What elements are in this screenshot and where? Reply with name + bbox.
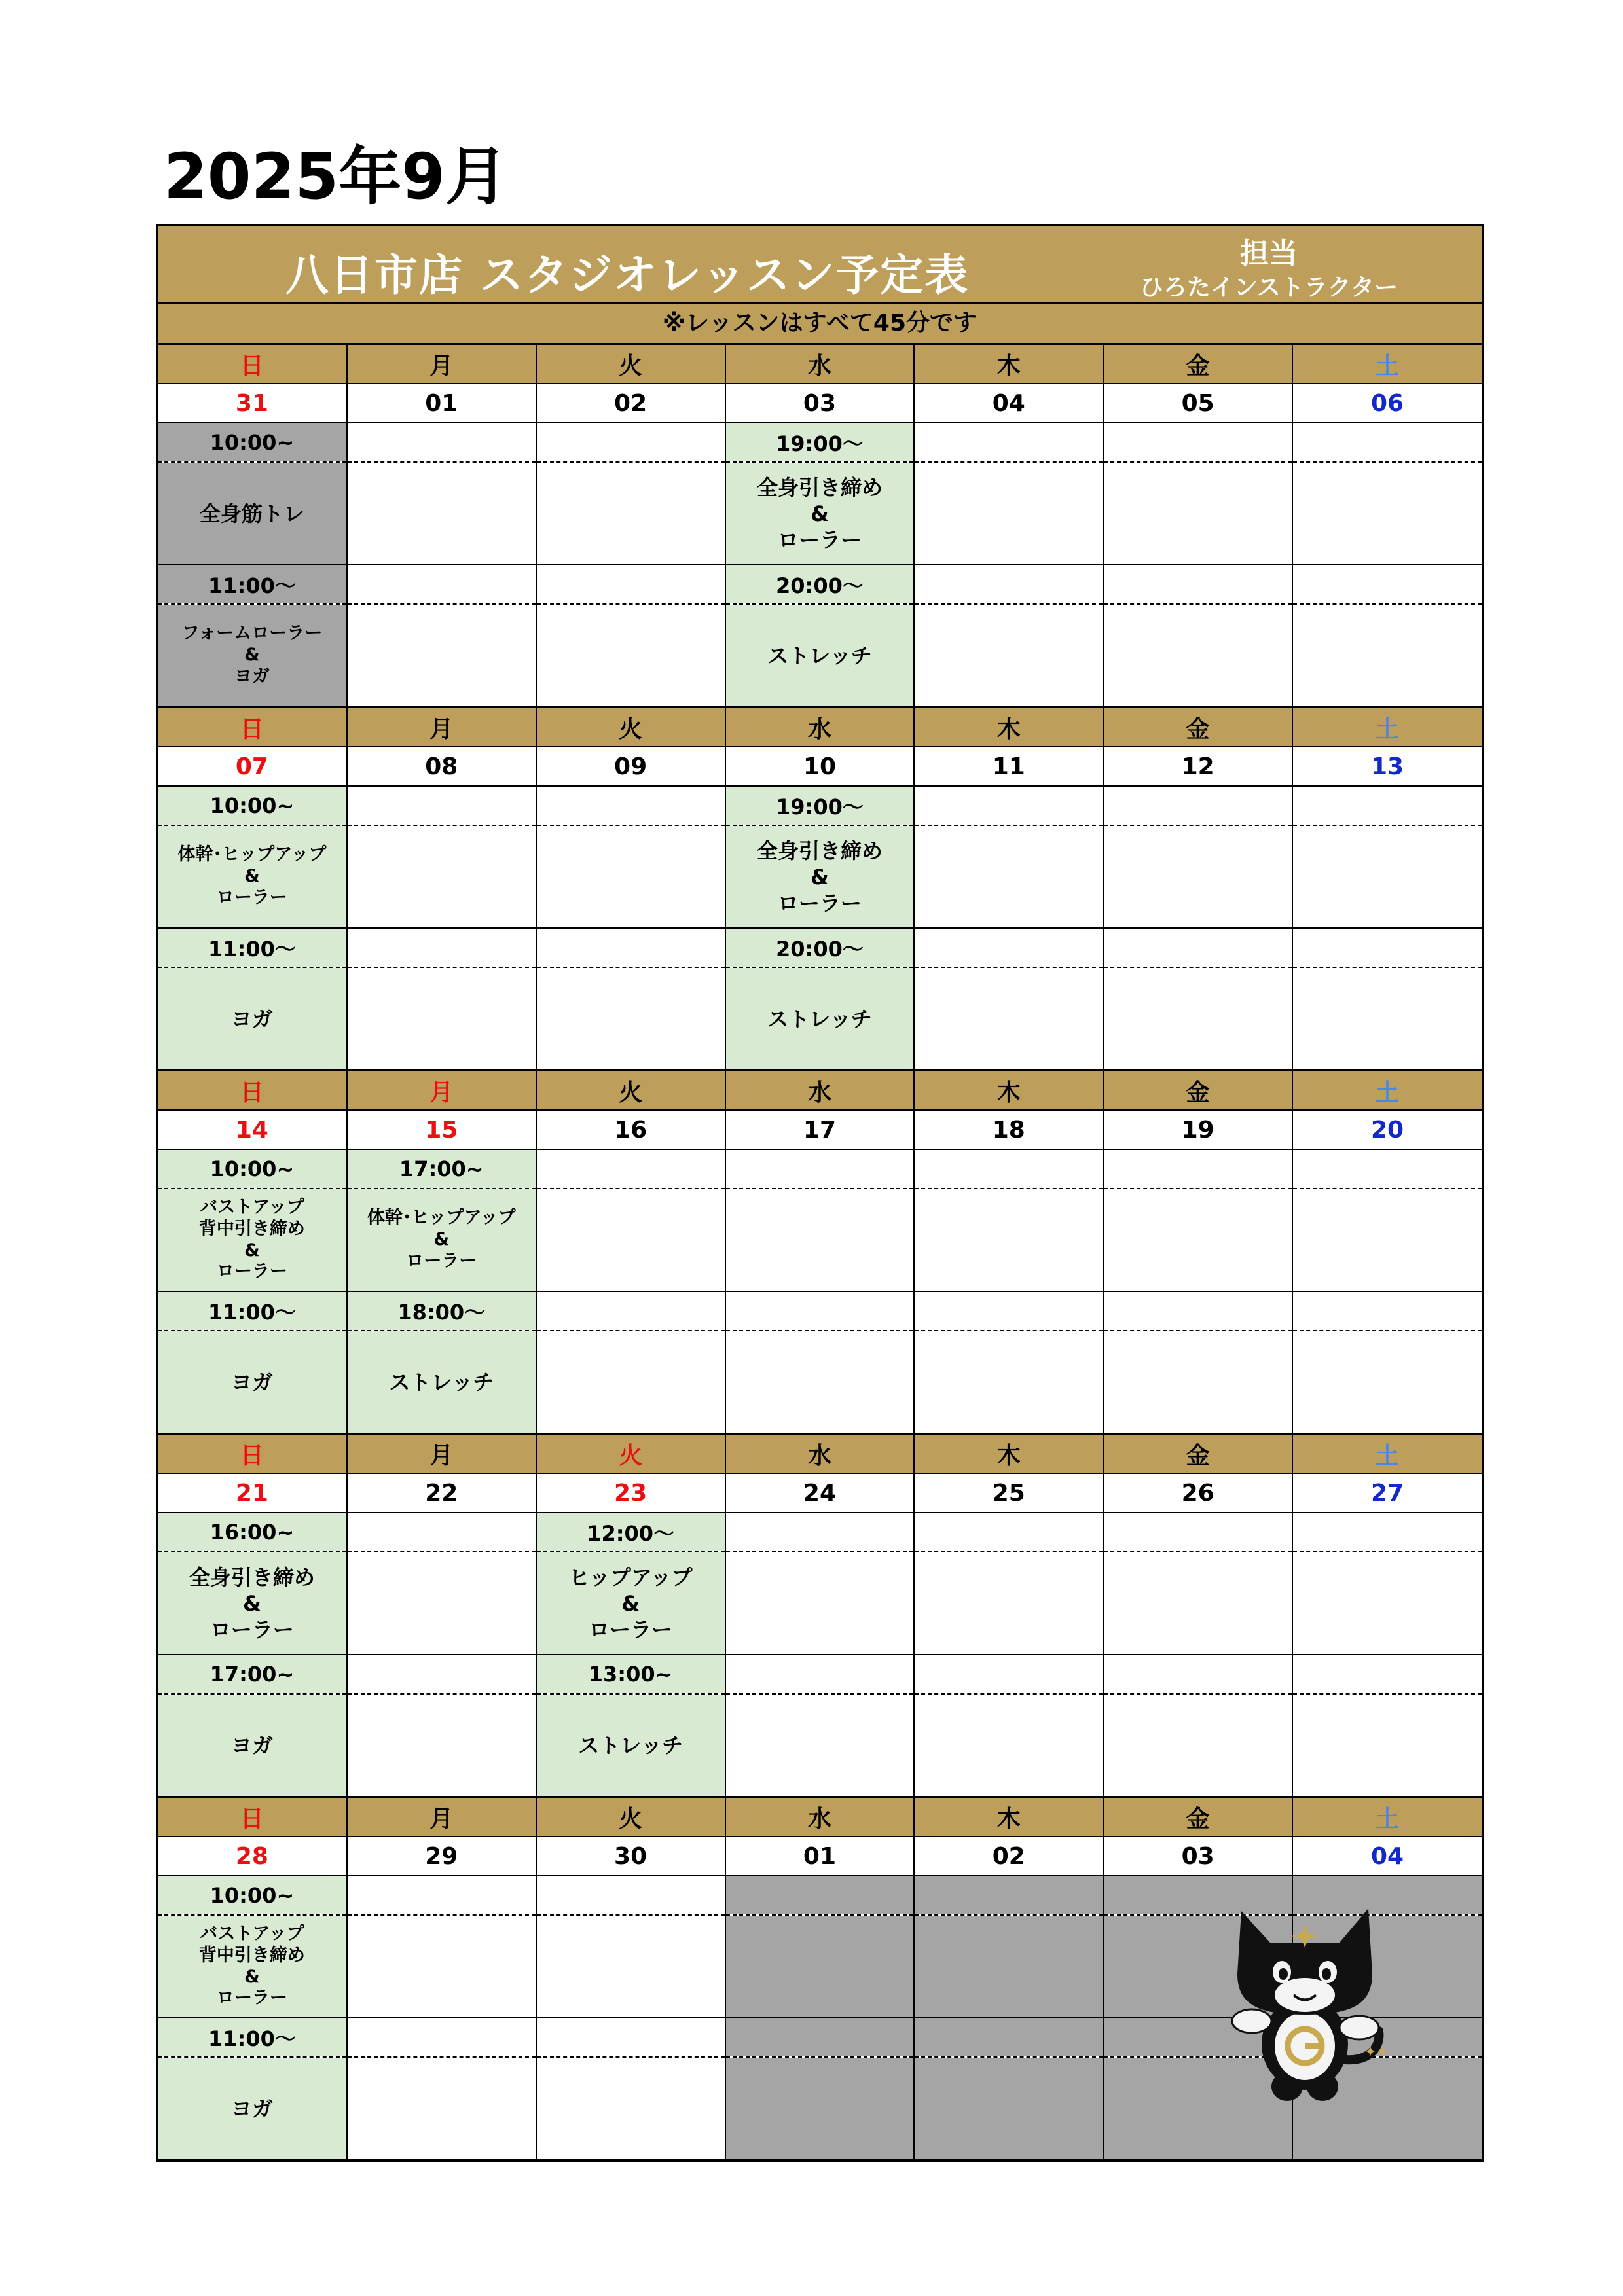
weekday-label: 月 <box>347 1071 536 1111</box>
lesson-name-row <box>158 462 1482 565</box>
weekday-label: 木 <box>914 708 1103 747</box>
lesson-time <box>725 2018 915 2057</box>
date-cell: 25 <box>914 1473 1103 1513</box>
store-title: 八日市店 スタジオレッスン予定表 <box>285 250 970 300</box>
date-cell: 17 <box>725 1110 915 1149</box>
lesson-name: ヨガ <box>158 1331 347 1434</box>
lesson-name <box>1292 1189 1482 1291</box>
lesson-name-row <box>158 825 1482 928</box>
lesson-name <box>536 1915 725 2018</box>
lesson-time: 11:00～ <box>158 565 347 604</box>
lesson-time-row <box>158 423 1482 462</box>
lesson-name <box>1103 604 1292 708</box>
lesson-name <box>1292 967 1482 1071</box>
lesson-name <box>725 2057 915 2160</box>
lesson-name <box>536 604 725 708</box>
lesson-time <box>347 928 536 967</box>
lesson-name <box>914 1552 1103 1655</box>
weekday-label: 金 <box>1103 1797 1292 1837</box>
weekday-label: 水 <box>725 1797 915 1837</box>
lesson-time: 17:00~ <box>158 1655 347 1694</box>
lesson-time: 11:00～ <box>158 1291 347 1331</box>
date-cell: 29 <box>347 1837 536 1876</box>
lesson-name <box>914 1189 1103 1291</box>
lesson-time <box>914 565 1103 604</box>
lesson-time-row <box>158 1291 1482 1331</box>
lesson-time <box>914 928 1103 967</box>
lesson-name <box>1292 604 1482 708</box>
date-cell: 05 <box>1103 384 1292 423</box>
lesson-name <box>914 462 1103 565</box>
weekday-label: 火 <box>536 345 725 384</box>
date-row <box>158 747 1482 786</box>
weekday-label: 月 <box>347 1434 536 1474</box>
date-cell: 06 <box>1292 384 1482 423</box>
lesson-time <box>536 1291 725 1331</box>
lesson-time <box>725 1291 915 1331</box>
lesson-time: 11:00～ <box>158 2018 347 2057</box>
lesson-name-row <box>158 1552 1482 1655</box>
weekday-label: 土 <box>1292 1797 1482 1837</box>
lesson-time: 10:00~ <box>158 786 347 825</box>
lesson-name: ストレッチ <box>725 604 915 708</box>
weekday-label: 日 <box>158 1434 347 1474</box>
lesson-name <box>347 1694 536 1797</box>
lesson-name: 体幹･ヒップアップ & ローラー <box>158 825 347 928</box>
lesson-time <box>536 2018 725 2057</box>
date-cell: 23 <box>536 1473 725 1513</box>
weekday-label: 火 <box>536 1434 725 1474</box>
date-cell: 02 <box>536 384 725 423</box>
weekday-header-row <box>158 1797 1482 1837</box>
lesson-name <box>536 462 725 565</box>
lesson-name <box>1292 1552 1482 1655</box>
lesson-time <box>1103 786 1292 825</box>
date-cell: 31 <box>158 384 347 423</box>
lesson-time <box>347 786 536 825</box>
lesson-time <box>1292 565 1482 604</box>
lesson-name <box>1103 1189 1292 1291</box>
lesson-time <box>536 928 725 967</box>
weekday-label: 土 <box>1292 708 1482 747</box>
weekday-label: 土 <box>1292 1071 1482 1111</box>
weekday-header-row <box>158 1071 1482 1111</box>
lesson-time <box>1103 1291 1292 1331</box>
weekday-label: 日 <box>158 708 347 747</box>
weekday-label: 日 <box>158 1797 347 1837</box>
date-cell: 01 <box>725 1837 915 1876</box>
lesson-time <box>536 786 725 825</box>
lesson-time <box>725 1513 915 1552</box>
lesson-time: 10:00~ <box>158 1149 347 1189</box>
lesson-time <box>725 1876 915 1915</box>
lesson-name <box>914 1915 1103 2018</box>
lesson-name <box>1103 1694 1292 1797</box>
weekday-label: 月 <box>347 345 536 384</box>
date-cell: 04 <box>1292 1837 1482 1876</box>
lesson-time <box>1292 1149 1482 1189</box>
lesson-time <box>1292 1655 1482 1694</box>
date-cell: 14 <box>158 1110 347 1149</box>
lesson-name <box>1292 1694 1482 1797</box>
lesson-name <box>914 2057 1103 2160</box>
lesson-time: 19:00～ <box>725 786 915 825</box>
date-cell: 11 <box>914 747 1103 786</box>
weekday-label: 月 <box>347 1797 536 1837</box>
lesson-name <box>1103 1552 1292 1655</box>
lesson-time: 16:00~ <box>158 1513 347 1552</box>
lesson-name: バストアップ 背中引き締め & ローラー <box>158 1189 347 1291</box>
weekday-label: 金 <box>1103 1434 1292 1474</box>
lesson-time: 20:00～ <box>725 565 915 604</box>
page-title: 2025年9月 <box>164 140 508 213</box>
lesson-name-row <box>158 1189 1482 1291</box>
lesson-name <box>1103 825 1292 928</box>
lesson-time: 18:00～ <box>347 1291 536 1331</box>
lesson-name: 全身引き締め & ローラー <box>725 462 915 565</box>
lesson-time: 11:00～ <box>158 928 347 967</box>
lesson-name: ヨガ <box>158 1694 347 1797</box>
lesson-name <box>347 462 536 565</box>
lesson-time <box>914 1513 1103 1552</box>
lesson-time <box>347 565 536 604</box>
lesson-name <box>1292 1331 1482 1434</box>
lesson-name <box>1292 462 1482 565</box>
lesson-time <box>1292 1513 1482 1552</box>
weekday-label: 月 <box>347 708 536 747</box>
date-row <box>158 1473 1482 1513</box>
lesson-name-row <box>158 967 1482 1071</box>
lesson-name-row <box>158 1331 1482 1434</box>
lesson-time-row <box>158 928 1482 967</box>
calendar-grid <box>158 345 1482 2161</box>
lesson-name <box>347 604 536 708</box>
weekday-label: 木 <box>914 1434 1103 1474</box>
date-cell: 26 <box>1103 1473 1292 1513</box>
lesson-time <box>347 2018 536 2057</box>
lesson-time <box>1103 423 1292 462</box>
weekday-label: 木 <box>914 1071 1103 1111</box>
lesson-name <box>1103 967 1292 1071</box>
lesson-name <box>347 2057 536 2160</box>
lesson-time-row <box>158 1513 1482 1552</box>
weekday-label: 日 <box>158 1071 347 1111</box>
lesson-name <box>536 1189 725 1291</box>
lesson-name <box>347 1915 536 2018</box>
lesson-name <box>536 2057 725 2160</box>
lesson-name <box>1292 825 1482 928</box>
lesson-time <box>347 1876 536 1915</box>
lesson-time <box>1103 928 1292 967</box>
lesson-name <box>536 967 725 1071</box>
date-cell: 12 <box>1103 747 1292 786</box>
date-cell: 02 <box>914 1837 1103 1876</box>
lesson-name <box>1103 462 1292 565</box>
lesson-time <box>347 1513 536 1552</box>
lesson-time <box>1103 565 1292 604</box>
lesson-name-row <box>158 604 1482 708</box>
teacher-label: 担当 <box>1240 237 1298 270</box>
lesson-time: 10:00~ <box>158 1876 347 1915</box>
date-cell: 28 <box>158 1837 347 1876</box>
weekday-label: 水 <box>725 345 915 384</box>
date-cell: 30 <box>536 1837 725 1876</box>
weekday-label: 日 <box>158 345 347 384</box>
lesson-time-row <box>158 565 1482 604</box>
lesson-name: フォームローラー & ヨガ <box>158 604 347 708</box>
lesson-time: 10:00~ <box>158 423 347 462</box>
lesson-time <box>914 786 1103 825</box>
lesson-time: 17:00~ <box>347 1149 536 1189</box>
lesson-name <box>725 1694 915 1797</box>
lesson-name <box>347 1552 536 1655</box>
lesson-time <box>347 1655 536 1694</box>
lesson-time <box>1292 786 1482 825</box>
date-cell: 15 <box>347 1110 536 1149</box>
date-cell: 03 <box>1103 1837 1292 1876</box>
weekday-header-row <box>158 345 1482 384</box>
weekday-header-row <box>158 1434 1482 1474</box>
lesson-name: 体幹･ヒップアップ & ローラー <box>347 1189 536 1291</box>
lesson-time <box>914 1655 1103 1694</box>
lesson-name <box>347 825 536 928</box>
weekday-label: 木 <box>914 345 1103 384</box>
lesson-time <box>914 1876 1103 1915</box>
lesson-time <box>914 2018 1103 2057</box>
weekday-label: 火 <box>536 1071 725 1111</box>
lesson-time: 19:00～ <box>725 423 915 462</box>
weekday-label: 水 <box>725 1071 915 1111</box>
lesson-name: ヨガ <box>158 2057 347 2160</box>
date-row <box>158 1837 1482 1876</box>
date-cell: 19 <box>1103 1110 1292 1149</box>
lesson-time <box>1292 928 1482 967</box>
lesson-time <box>914 1149 1103 1189</box>
lesson-name <box>1103 1331 1292 1434</box>
lesson-time <box>914 1291 1103 1331</box>
date-cell: 04 <box>914 384 1103 423</box>
lesson-time: 12:00～ <box>536 1513 725 1552</box>
lesson-name: ヨガ <box>158 967 347 1071</box>
lesson-time <box>1292 1291 1482 1331</box>
svg-text:✦✦: ✦✦ <box>1364 2044 1389 2060</box>
lesson-name <box>914 825 1103 928</box>
lesson-time <box>536 1876 725 1915</box>
weekday-label: 火 <box>536 708 725 747</box>
lesson-name <box>536 825 725 928</box>
date-cell: 13 <box>1292 747 1482 786</box>
date-cell: 27 <box>1292 1473 1482 1513</box>
schedule-header <box>158 226 1482 304</box>
weekday-label: 金 <box>1103 1071 1292 1111</box>
lesson-time <box>536 423 725 462</box>
date-cell: 01 <box>347 384 536 423</box>
weekday-label: 土 <box>1292 345 1482 384</box>
lesson-duration-notice: ※レッスンはすべて45分です <box>158 304 1482 345</box>
date-row <box>158 1110 1482 1149</box>
weekday-label: 土 <box>1292 1434 1482 1474</box>
weekday-label: 金 <box>1103 345 1292 384</box>
cat-mascot-icon <box>1210 1897 1406 2106</box>
weekday-label: 水 <box>725 708 915 747</box>
weekday-label: 水 <box>725 1434 915 1474</box>
schedule-table <box>156 224 1484 2162</box>
lesson-time <box>725 1149 915 1189</box>
lesson-name: 全身引き締め & ローラー <box>725 825 915 928</box>
date-cell: 07 <box>158 747 347 786</box>
lesson-name-row <box>158 1694 1482 1797</box>
date-cell: 08 <box>347 747 536 786</box>
lesson-name: 全身引き締め & ローラー <box>158 1552 347 1655</box>
lesson-time <box>347 423 536 462</box>
weekday-label: 火 <box>536 1797 725 1837</box>
lesson-name <box>914 1694 1103 1797</box>
lesson-name <box>536 1331 725 1434</box>
date-cell: 16 <box>536 1110 725 1149</box>
lesson-name <box>725 1552 915 1655</box>
lesson-time <box>1292 423 1482 462</box>
lesson-time-row <box>158 1149 1482 1189</box>
lesson-time <box>914 423 1103 462</box>
date-cell: 09 <box>536 747 725 786</box>
lesson-name <box>914 604 1103 708</box>
lesson-name <box>725 1331 915 1434</box>
date-cell: 03 <box>725 384 915 423</box>
lesson-time <box>536 1149 725 1189</box>
lesson-time <box>1103 1149 1292 1189</box>
lesson-name: ストレッチ <box>725 967 915 1071</box>
lesson-name: バストアップ 背中引き締め & ローラー <box>158 1915 347 2018</box>
lesson-time-row <box>158 1655 1482 1694</box>
lesson-time <box>1103 1513 1292 1552</box>
lesson-time: 13:00~ <box>536 1655 725 1694</box>
weekday-label: 金 <box>1103 708 1292 747</box>
date-cell: 20 <box>1292 1110 1482 1149</box>
lesson-name: ストレッチ <box>536 1694 725 1797</box>
date-cell: 10 <box>725 747 915 786</box>
lesson-time <box>1103 1655 1292 1694</box>
lesson-name <box>725 1915 915 2018</box>
date-cell: 22 <box>347 1473 536 1513</box>
lesson-time-row <box>158 786 1482 825</box>
lesson-time: 20:00～ <box>725 928 915 967</box>
date-cell: 21 <box>158 1473 347 1513</box>
lesson-name <box>914 1331 1103 1434</box>
date-row <box>158 384 1482 423</box>
teacher-name: ひろたインストラクター <box>1139 274 1398 301</box>
lesson-name: 全身筋トレ <box>158 462 347 565</box>
lesson-name: ヒップアップ & ローラー <box>536 1552 725 1655</box>
date-cell: 24 <box>725 1473 915 1513</box>
weekday-header-row <box>158 708 1482 747</box>
weekday-label: 木 <box>914 1797 1103 1837</box>
lesson-name <box>725 1189 915 1291</box>
lesson-time <box>725 1655 915 1694</box>
lesson-name: ストレッチ <box>347 1331 536 1434</box>
lesson-time <box>536 565 725 604</box>
date-cell: 18 <box>914 1110 1103 1149</box>
lesson-name <box>914 967 1103 1071</box>
lesson-name <box>347 967 536 1071</box>
